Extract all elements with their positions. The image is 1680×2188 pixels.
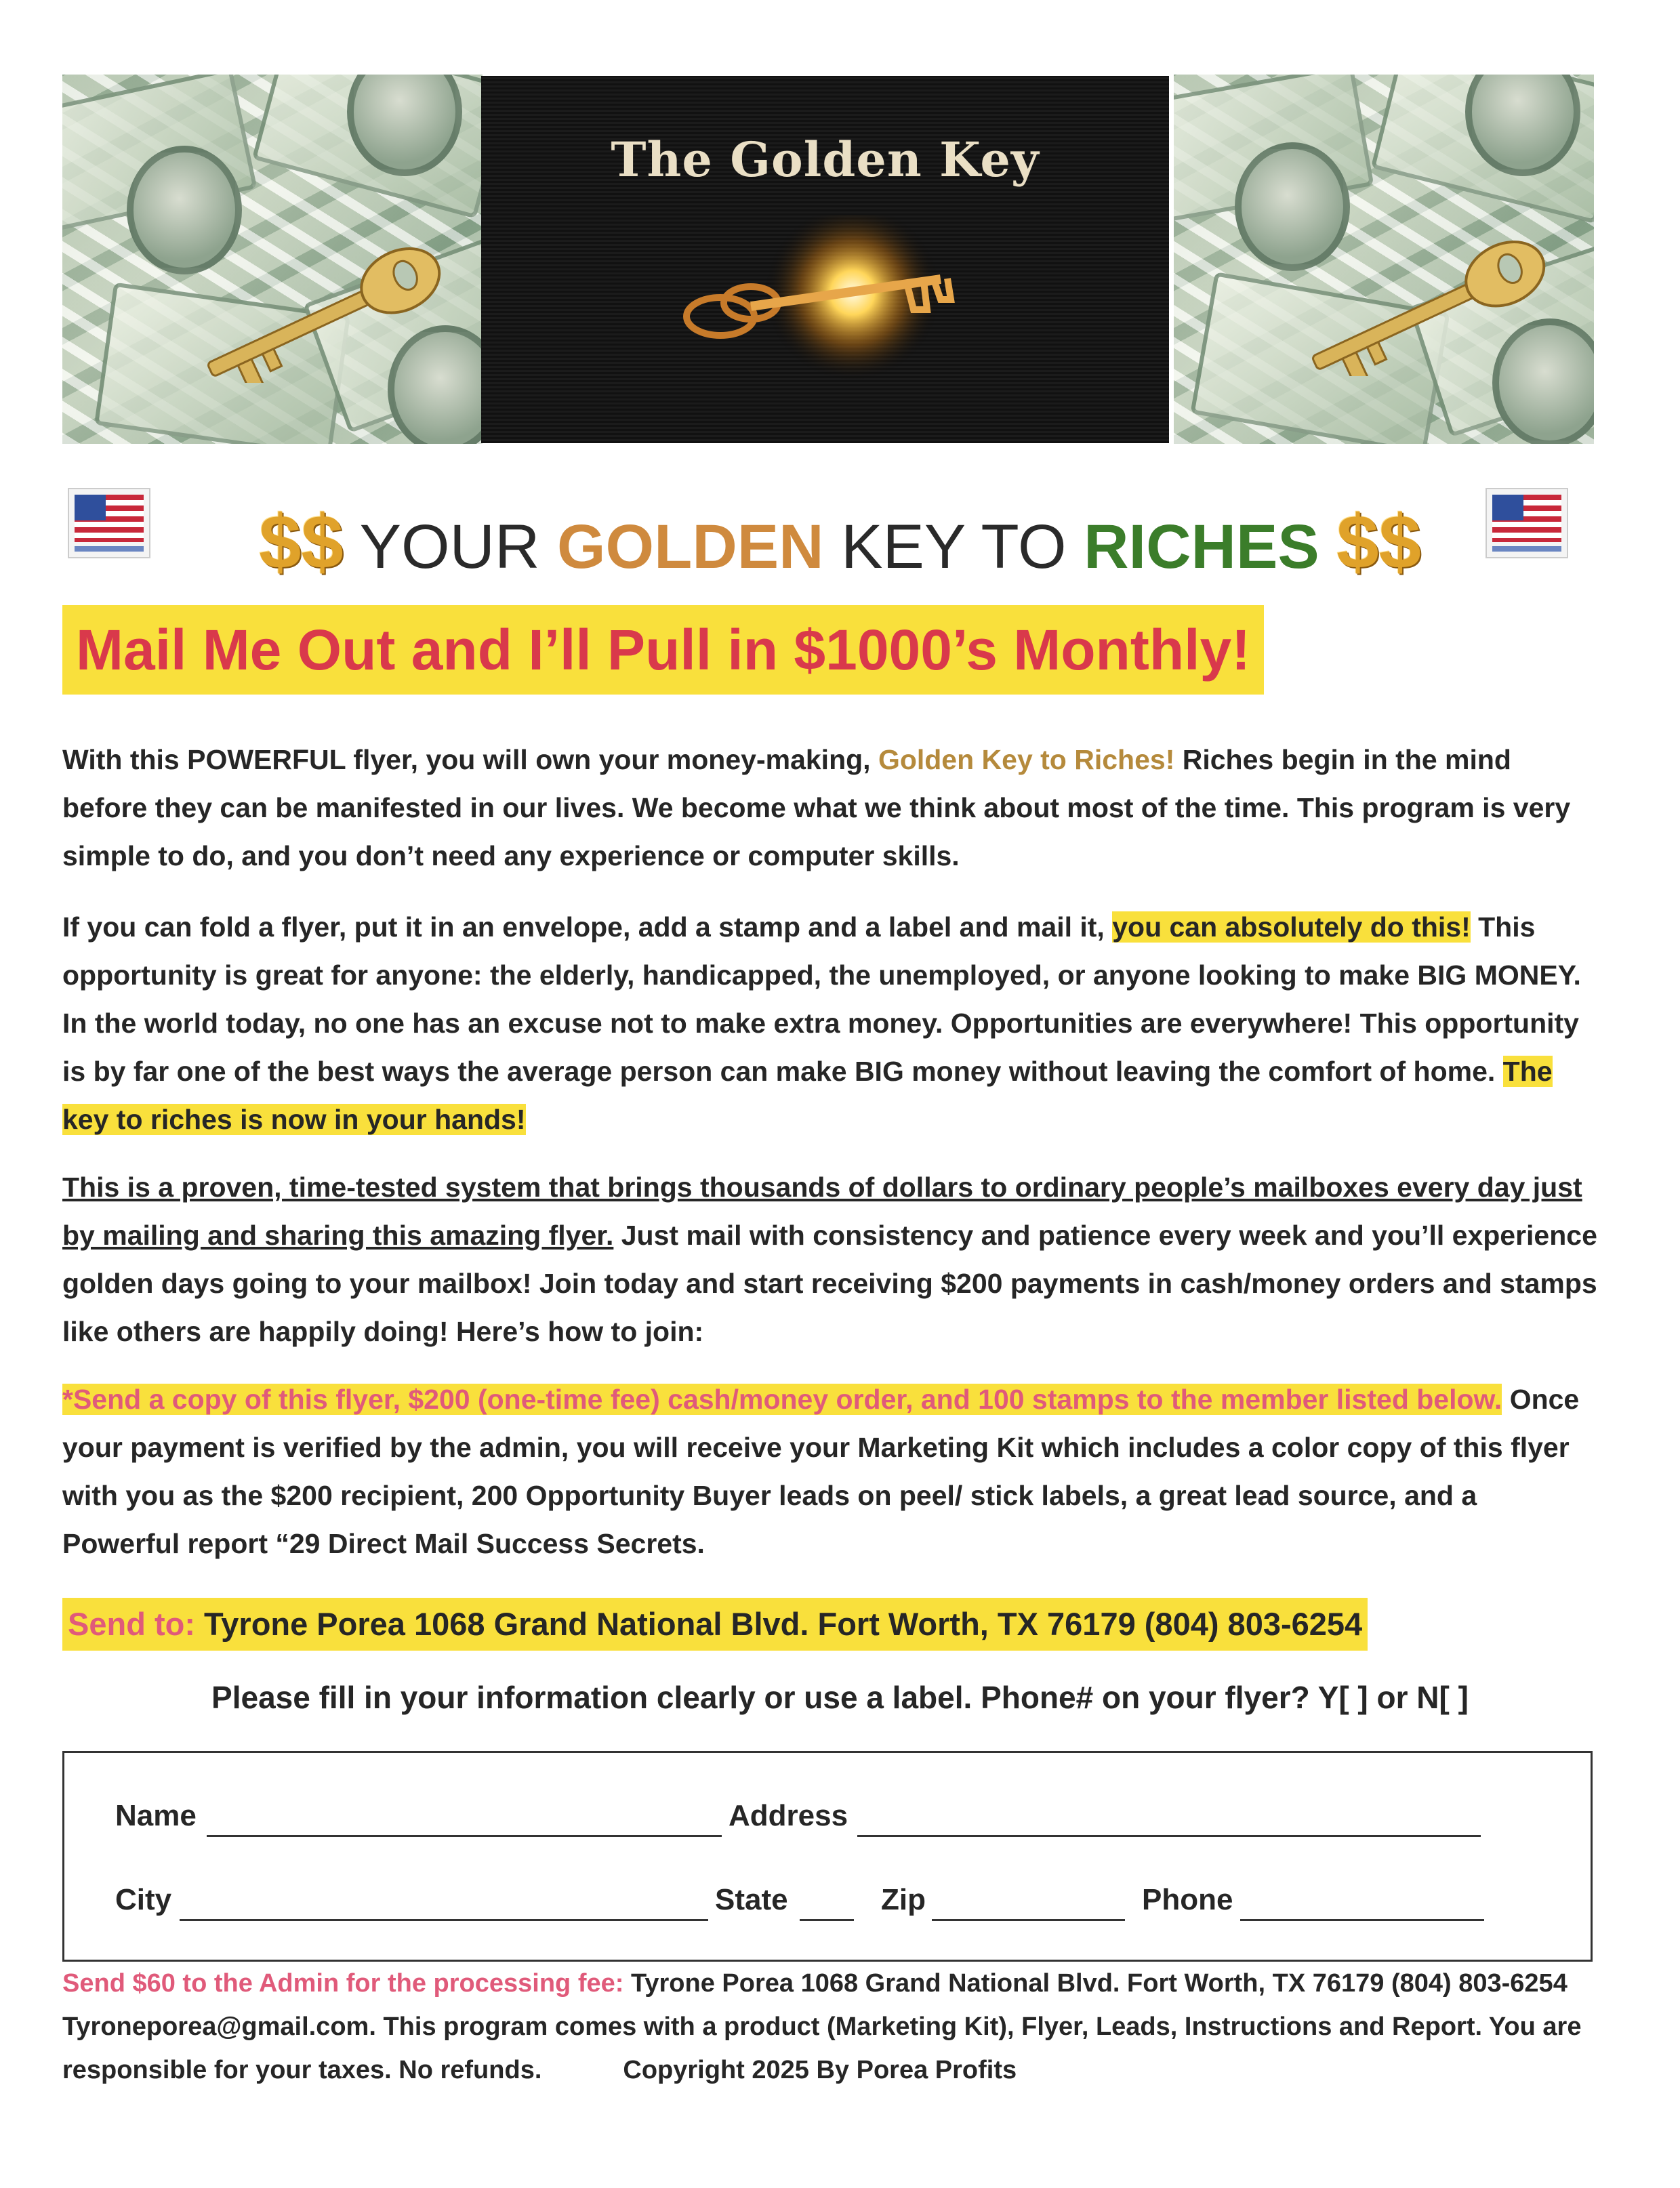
dollar-signs-right: $$ xyxy=(1336,499,1421,584)
state-label: State xyxy=(715,1883,788,1916)
fill-in-instruction: Please fill in your information clearly or use a label. Phone# on your flyer? Y[ ] or N[ ] xyxy=(211,1680,1469,1715)
paragraph-instructions xyxy=(62,1376,1601,1568)
para1-text-cont: Riches begin in the mind before they can be manifested in our lives. We become what we think about most of the time. This program is very simple to do, and you don’t need any experience or computer skills. xyxy=(62,744,1571,871)
dollar-signs-left: $$ xyxy=(259,499,344,584)
address-field[interactable] xyxy=(857,1835,1481,1837)
highlight-send-instructions: *Send a copy of this flyer, $200 (one-time fee) cash/money order, and 100 stamps to the member listed below. xyxy=(62,1384,1502,1415)
golden-key-icon xyxy=(1289,241,1574,376)
highlight-can-do: you can absolutely do this! xyxy=(1112,911,1471,943)
golden-key-phrase: Golden Key to Riches! xyxy=(878,744,1175,775)
send-to-address: Tyrone Porea 1068 Grand National Blvd. Fort Worth, TX 76179 (804) 803-6254 xyxy=(194,1606,1363,1642)
footer-fee-label: Send $60 to the Admin for the processing fee: xyxy=(62,1969,624,1998)
send-to-label: Send to: xyxy=(68,1606,195,1642)
city-label: City xyxy=(115,1883,172,1916)
glowing-key-icon xyxy=(649,215,1002,391)
city-field[interactable] xyxy=(180,1919,708,1921)
footer-text: Tyrone Porea 1068 Grand National Blvd. Fort Worth, TX 76179 (804) 803-6254 Tyroneporea@gmail.com. This program comes with a product (Marketing Kit), Flyer, Leads, Instructions and Report. You are responsible for your taxes. No refunds. xyxy=(62,1969,1582,2084)
golden-key-banner xyxy=(481,76,1169,443)
money-image-left xyxy=(62,75,483,444)
name-label: Name xyxy=(115,1799,197,1832)
phone-label: Phone xyxy=(1142,1883,1233,1916)
golden-key-icon xyxy=(184,247,469,383)
para2-text: If you can fold a flyer, put it in an envelope, add a stamp and a label and mail it, xyxy=(62,911,1113,943)
phone-field[interactable] xyxy=(1240,1919,1484,1921)
send-to-banner xyxy=(62,1598,1368,1651)
underlined-statement: This is a proven, time-tested system that brings thousands of dollars to ordinary people’s mailboxes every day just by mailing and sharing this amazing flyer. xyxy=(62,1172,1582,1251)
headline-riches: RICHES xyxy=(1084,512,1319,581)
name-field[interactable] xyxy=(207,1835,722,1837)
state-field[interactable] xyxy=(800,1919,854,1921)
footer-admin-info xyxy=(62,1962,1621,2092)
headline-key-to: KEY TO xyxy=(823,512,1084,581)
para2-text-cont: This opportunity is great for anyone: the elderly, handicapped, the unemployed, or anyone looking to make BIG MONEY. In the world today, no one has an excuse not to make extra money. Opportunities are everywhere! This opportunity is by far one of the best ways the average person can make BIG money without leaving the comfort of home. xyxy=(62,911,1581,1087)
money-image-right xyxy=(1174,75,1594,444)
para3-text: Just mail with consistency and patience every week and you’ll experience golden days going to your mailbox! Join today and start receiving $200 payments in cash/money orders and stamps like others are happily doing! Here’s how to join: xyxy=(62,1220,1597,1347)
zip-label: Zip xyxy=(881,1883,926,1916)
zip-field[interactable] xyxy=(932,1919,1125,1921)
member-info-form xyxy=(62,1751,1593,1962)
highlight-key-to-riches: The key to riches is now in your hands! xyxy=(62,1056,1553,1135)
copyright-notice: Copyright 2025 By Porea Profits xyxy=(623,2056,1017,2084)
banner-title: The Golden Key xyxy=(611,131,1040,188)
address-label: Address xyxy=(729,1799,848,1832)
headline-golden: GOLDEN xyxy=(557,512,824,581)
para4-text: Once your payment is verified by the admin, you will receive your Marketing Kit which includes a color copy of this flyer with you as the $200 recipient, 200 Opportunity Buyer leads on peel/ stick labels, a great lead source, and a Powerful report “29 Direct Mail Success Secrets. xyxy=(62,1384,1580,1559)
paragraph-intro xyxy=(62,736,1601,880)
headline-your: YOUR xyxy=(359,512,557,581)
paragraph-proven-system xyxy=(62,1163,1601,1356)
para1-text: With this POWERFUL flyer, you will own your money-making, xyxy=(62,744,878,775)
tagline-banner: Mail Me Out and I’ll Pull in $1000’s Monthly! xyxy=(62,605,1264,695)
paragraph-opportunity xyxy=(62,903,1601,1144)
headline xyxy=(0,499,1680,584)
